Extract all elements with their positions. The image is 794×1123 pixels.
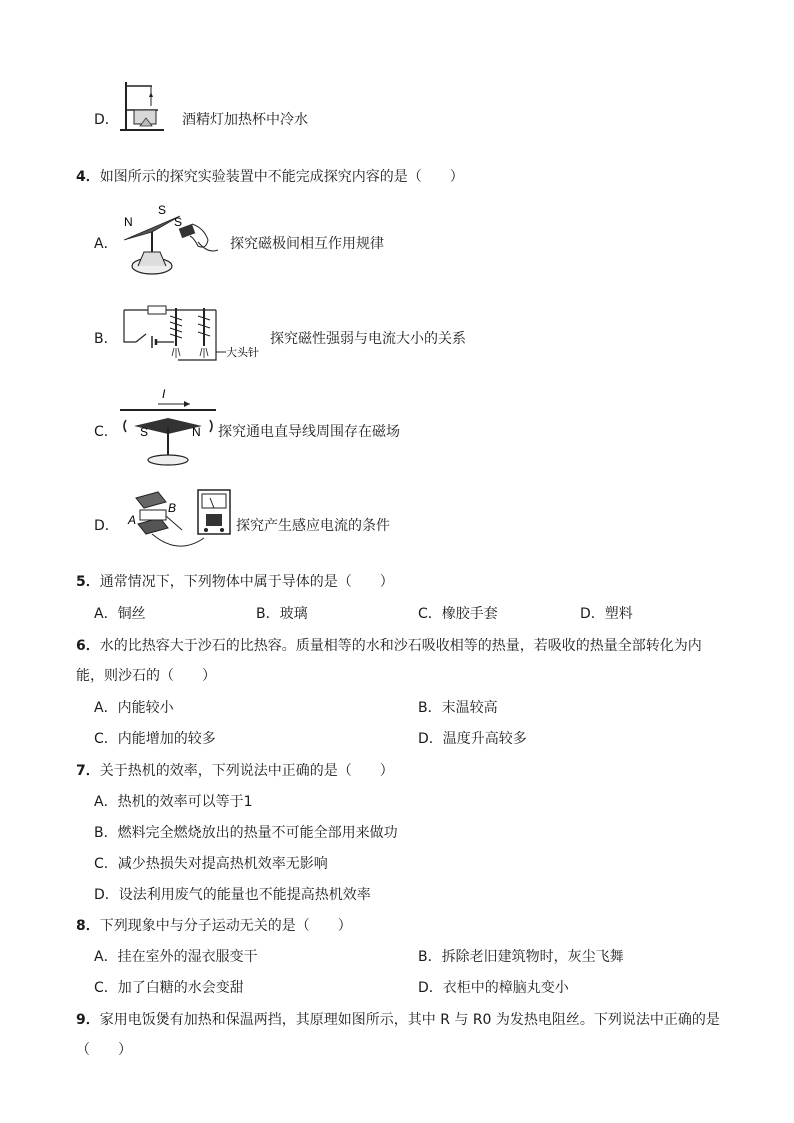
q4c-label-current: I: [162, 387, 166, 401]
q4-stem-text: 如图所示的探究实验装置中不能完成探究内容的是（ ）: [99, 169, 464, 185]
q4-number: 4．: [76, 169, 100, 185]
q5-option-d: D．塑料: [580, 606, 633, 622]
q3-option-d-letter: D．: [94, 112, 119, 128]
q9-number: 9．: [76, 1012, 100, 1028]
q7-option-c: C．减少热损失对提高热机效率无影响: [94, 856, 328, 872]
q8-number: 8．: [76, 918, 100, 934]
q4-option-d-text: 探究产生感应电流的条件: [236, 518, 390, 534]
q8-option-b: B．拆除老旧建筑物时，灰尘飞舞: [418, 949, 624, 965]
q7-option-b: B．燃料完全燃烧放出的热量不可能全部用来做功: [94, 825, 398, 841]
q7-number: 7．: [76, 763, 100, 779]
q6-option-a: A．内能较小: [94, 700, 174, 716]
q8-option-d: D．衣柜中的樟脑丸变小: [418, 980, 569, 996]
q4-option-a-figure: [118, 202, 228, 278]
q5-stem: [76, 571, 394, 591]
q4-option-b-figure: [118, 302, 268, 372]
q7-option-d: D．设法利用废气的能量也不能提高热机效率: [94, 887, 371, 903]
q5-number: 5．: [76, 574, 100, 590]
q4d-label-b: B: [168, 501, 177, 515]
q5-stem-text: 通常情况下，下列物体中属于导体的是（ ）: [99, 574, 394, 590]
q4-option-c-letter: C．: [94, 424, 118, 440]
q9-stem-text: 家用电饭煲有加热和保温两挡，其原理如图所示，其中 R 与 R0 为发热电阻丝。下列说法中正确的是: [99, 1012, 720, 1028]
q4-option-b-text: 探究磁性强弱与电流大小的关系: [270, 331, 466, 347]
q4c-label-s: S: [140, 425, 149, 439]
q6-stem-text: 水的比热容大于沙石的比热容。质量相等的水和沙石吸收相等的热量，若吸收的热量全部转化为内: [99, 638, 702, 654]
q5-option-a: A．铜丝: [94, 606, 146, 622]
q4a-label-n: N: [124, 215, 133, 229]
q4a-label-s2: S: [174, 215, 183, 229]
q4c-label-n: N: [192, 425, 201, 439]
q6-stem-line1: [76, 635, 702, 655]
q8-stem-text: 下列现象中与分子运动无关的是（ ）: [99, 918, 352, 934]
q4b-label-pins: 大头针: [226, 346, 259, 359]
q7-option-a: A．热机的效率可以等于1: [94, 794, 253, 810]
q4-option-d-figure: [118, 486, 234, 556]
q8-option-a: A．挂在室外的湿衣服变干: [94, 949, 258, 965]
q4-option-d-letter: D．: [94, 518, 119, 534]
q6-number: 6．: [76, 638, 100, 654]
q8-option-c: C．加了白糖的水会变甜: [94, 980, 244, 996]
q9-stem-line1: [76, 1009, 720, 1029]
q4-option-c-text: 探究通电直导线周围存在磁场: [218, 424, 400, 440]
q8-stem: [76, 915, 352, 935]
q5-option-c: C．橡胶手套: [418, 606, 498, 622]
q6-stem-line2: 能，则沙石的（ ）: [76, 668, 216, 684]
q3-option-d-text: 酒精灯加热杯中冷水: [182, 112, 308, 128]
q4-option-a-letter: A．: [94, 236, 118, 252]
q9-stem-line2: （ ）: [76, 1042, 132, 1058]
q5-option-b: B．玻璃: [256, 606, 308, 622]
q4-option-b-letter: B．: [94, 331, 118, 347]
q6-option-c: C．内能增加的较多: [94, 731, 216, 747]
q4-option-c-figure: [118, 384, 218, 470]
q6-option-b: B．末温较高: [418, 700, 498, 716]
q6-option-d: D．温度升高较多: [418, 731, 527, 747]
q7-stem: [76, 760, 394, 780]
q4-option-a-text: 探究磁极间相互作用规律: [230, 236, 384, 252]
q4-stem: [76, 166, 464, 186]
q4d-label-a: A: [128, 513, 137, 527]
q4a-label-s: S: [158, 203, 167, 217]
q7-stem-text: 关于热机的效率，下列说法中正确的是（ ）: [99, 763, 394, 779]
q3-option-d-figure: [118, 80, 168, 136]
